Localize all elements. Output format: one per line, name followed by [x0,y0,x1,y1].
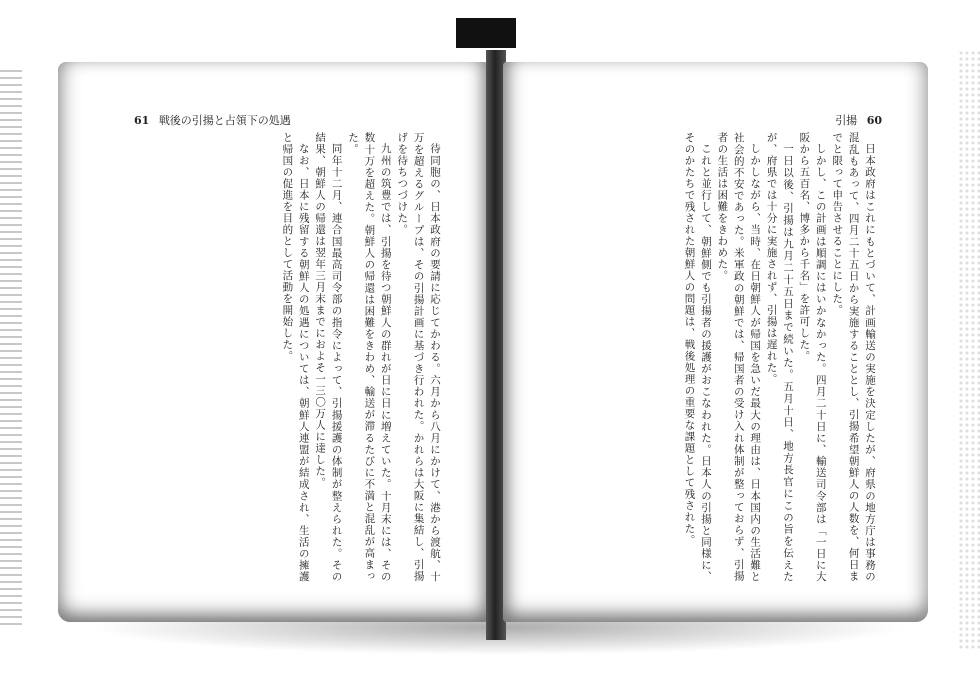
left-page-number: 61 [134,114,150,127]
right-page-body [535,132,878,582]
scan-edge-right [958,50,980,650]
right-running-title: 引揚 [835,114,858,127]
left-paragraph: 同年十二月、連合国最高司令部の指令によって、引揚援護の体制が整えられた。その結果、朝鮮人の帰還は翌年三月末までにおよそ一三〇万人に達した。 [314,132,343,582]
left-running-title: 戦後の引揚と占領下の処遇 [158,114,291,127]
right-paragraph: これと並行して、朝鮮側でも引揚者の援護がおこなわれた。日本人の引揚と同様に、そのかたちで残された朝鮮人の問題は、戦後処理の重要な課題として残された。 [683,132,712,582]
left-page-body [78,132,443,582]
right-page [503,62,928,622]
right-page-header [835,112,888,128]
right-page-number: 60 [866,114,882,127]
left-paragraph: 待同胞の、日本政府の要請に応じてかわる。六月から八月にかけて、港から渡航、十万を超えるグループは、その引揚計画に基づき行われた。かれらは大阪に集結し、引揚げを待ちつづけた。 [396,132,441,582]
right-paragraph: 日本政府はこれにもとづいて、計画輸送の実施を決定したが、府県の地方庁は事務の混乱もあって、四月二十五日から実施することとし、引揚希望朝鮮人の人数を、何日までと限って申告させることにした。 [831,132,876,582]
left-page-header [128,112,291,128]
left-paragraph: 九州の筑豊では、引揚を待つ朝鮮人の群れが日に日に増えていた。十月末には、その数十万を超えた。朝鮮人の帰還は困難をきわめ、輸送が滞るたびに不満と混乱が高まった。 [346,132,392,582]
open-book-spread [58,40,928,640]
right-paragraph: しかし、この計画は順調にはいかなかった。四月二十日に、輸送司令部は「一日に大阪から五百名、博多から千名」を許可した。 [798,132,827,582]
left-page [58,62,488,622]
right-paragraph: 一日以後、引揚は九月二十五日まで続いた。五月十日、地方長官にこの旨を伝えたが、府県では十分に実施されず、引揚は遅れた。 [765,132,794,582]
left-paragraph: なお、日本に残留する朝鮮人の処遇については、朝鮮人連盟が結成され、生活の擁護と帰国の促進を目的として活動を開始した。 [281,132,310,582]
scan-edge-left [0,70,22,630]
right-paragraph: しかしながら、当時、在日朝鮮人が帰国を急いだ最大の理由は、日本国内の生活難と社会的不安であった。米軍政の朝鮮では、帰国者の受け入れ体制が整っておらず、引揚者の生活は困難をきわめた。 [716,132,762,582]
